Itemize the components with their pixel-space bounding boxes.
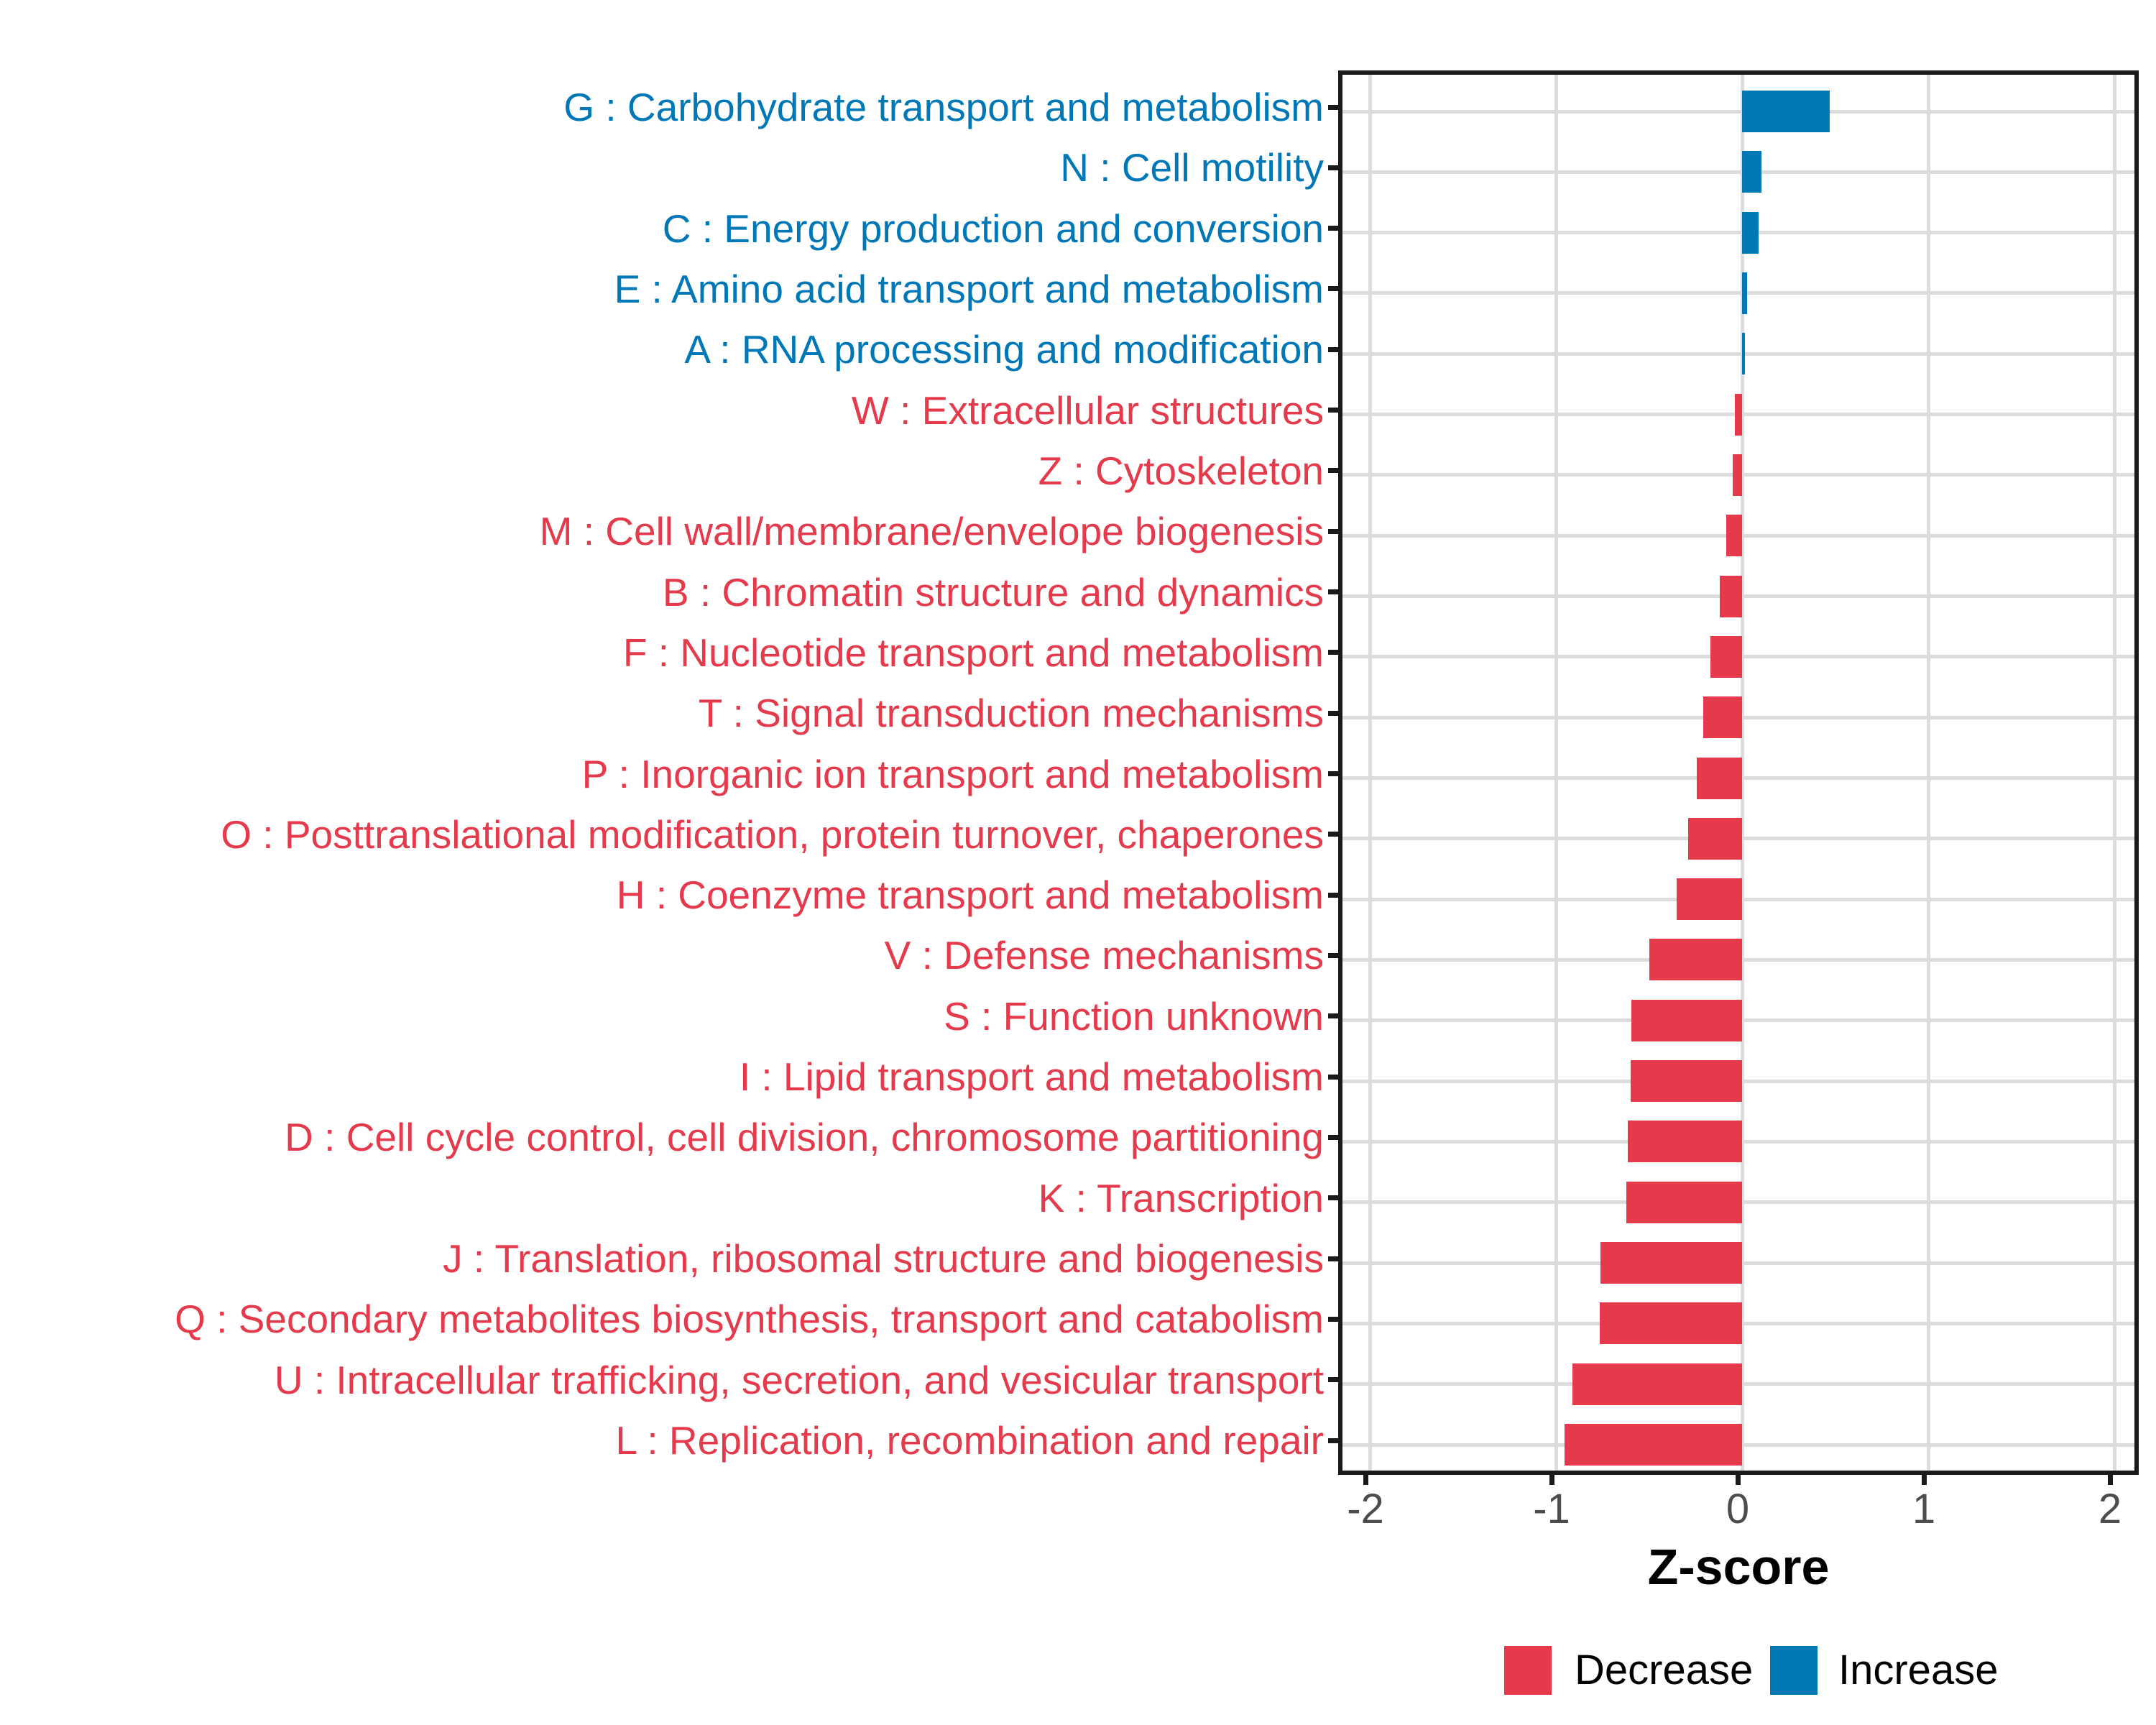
category-label-O: O : Posttranslational modification, protein turnover, chaperones (221, 811, 1324, 857)
bar-S (1631, 1000, 1742, 1041)
y-tick-P (1328, 771, 1338, 776)
y-tick-V (1328, 953, 1338, 958)
x-tick-label--2: -2 (1347, 1486, 1384, 1532)
gridline-row-E (1342, 291, 2134, 295)
y-tick-F (1328, 650, 1338, 655)
y-tick-G (1328, 105, 1338, 110)
gridline-row-A (1342, 352, 2134, 356)
category-label-Z: Z : Cytoskeleton (1038, 448, 1324, 493)
bar-J (1600, 1242, 1742, 1284)
category-label-N: N : Cell motility (1060, 145, 1324, 190)
category-label-J: J : Translation, ribosomal structure and biogenesis (443, 1236, 1324, 1282)
category-label-L: L : Replication, recombination and repair (615, 1418, 1324, 1463)
category-label-W: W : Extracellular structures (851, 387, 1324, 433)
y-tick-L (1328, 1438, 1338, 1443)
x-tick-2 (2108, 1475, 2113, 1485)
y-tick-Q (1328, 1317, 1338, 1322)
y-tick-K (1328, 1195, 1338, 1200)
legend-key-increase-swatch (1770, 1646, 1818, 1695)
y-tick-Z (1328, 468, 1338, 473)
bar-F (1710, 636, 1742, 678)
category-label-B: B : Chromatin structure and dynamics (662, 569, 1324, 615)
gridline-x--2 (1368, 75, 1372, 1471)
x-tick-label-0: 0 (1726, 1486, 1750, 1532)
x-tick-0 (1736, 1475, 1741, 1485)
category-label-M: M : Cell wall/membrane/envelope biogenesis (539, 509, 1324, 554)
y-tick-I (1328, 1075, 1338, 1080)
category-label-C: C : Energy production and conversion (662, 206, 1324, 251)
category-label-T: T : Signal transduction mechanisms (698, 691, 1324, 736)
y-tick-T (1328, 711, 1338, 716)
gridline-row-C (1342, 231, 2134, 234)
x-tick--2 (1363, 1475, 1368, 1485)
category-label-D: D : Cell cycle control, cell division, chromosome partitioning (285, 1115, 1324, 1160)
bar-E (1742, 272, 1747, 314)
y-tick-C (1328, 226, 1338, 231)
x-tick-1 (1922, 1475, 1927, 1485)
legend-key-decrease-swatch (1504, 1646, 1552, 1695)
category-label-V: V : Defense mechanisms (884, 933, 1324, 978)
plot-panel (1338, 70, 2139, 1475)
y-tick-S (1328, 1013, 1338, 1018)
legend-label-increase: Increase (1838, 1647, 1999, 1693)
x-tick--1 (1549, 1475, 1554, 1485)
category-label-F: F : Nucleotide transport and metabolism (622, 630, 1324, 675)
bar-T (1703, 696, 1742, 738)
category-label-G: G : Carbohydrate transport and metabolism (563, 85, 1324, 129)
category-label-H: H : Coenzyme transport and metabolism (616, 873, 1324, 918)
gridline-row-N (1342, 170, 2134, 174)
category-label-K: K : Transcription (1038, 1175, 1324, 1220)
bar-M (1726, 515, 1742, 556)
x-tick-label--1: -1 (1533, 1486, 1570, 1532)
x-tick-label-1: 1 (1912, 1486, 1936, 1532)
bar-O (1688, 818, 1742, 860)
y-tick-N (1328, 165, 1338, 170)
bar-U (1572, 1363, 1742, 1405)
gridline-x-2 (2113, 75, 2116, 1471)
y-tick-J (1328, 1256, 1338, 1261)
y-tick-D (1328, 1135, 1338, 1140)
gridline-x--1 (1554, 75, 1558, 1471)
bar-I (1631, 1060, 1742, 1102)
bar-H (1677, 878, 1742, 920)
bar-W (1735, 394, 1742, 436)
y-tick-A (1328, 347, 1338, 352)
category-label-S: S : Function unknown (944, 993, 1324, 1039)
bar-G (1742, 91, 1830, 132)
bar-N (1742, 151, 1761, 193)
x-tick-label-2: 2 (2098, 1486, 2122, 1532)
bar-C (1742, 212, 1759, 254)
bar-A (1742, 333, 1745, 374)
bar-K (1626, 1182, 1742, 1223)
x-axis-title: Z-score (1647, 1539, 1830, 1595)
y-tick-M (1328, 529, 1338, 534)
bar-Z (1733, 454, 1742, 496)
category-label-I: I : Lipid transport and metabolism (739, 1054, 1324, 1100)
category-label-Q: Q : Secondary metabolites biosynthesis, transport and catabolism (175, 1297, 1324, 1342)
legend-label-decrease: Decrease (1575, 1647, 1754, 1693)
gridline-row-G (1342, 110, 2134, 114)
category-label-P: P : Inorganic ion transport and metabolism (581, 751, 1324, 796)
category-label-E: E : Amino acid transport and metabolism (614, 266, 1324, 311)
y-tick-E (1328, 286, 1338, 291)
y-tick-B (1328, 589, 1338, 594)
y-tick-U (1328, 1377, 1338, 1382)
category-label-A: A : RNA processing and modification (684, 327, 1324, 372)
bar-V (1649, 939, 1743, 980)
y-tick-H (1328, 893, 1338, 898)
y-tick-O (1328, 832, 1338, 837)
y-tick-W (1328, 408, 1338, 413)
category-label-U: U : Intracellular trafficking, secretion, and vesicular transport (274, 1357, 1324, 1402)
bar-P (1697, 758, 1742, 799)
bar-B (1720, 576, 1742, 617)
bar-Q (1600, 1302, 1742, 1344)
bar-D (1628, 1121, 1742, 1162)
bar-L (1565, 1424, 1742, 1466)
gridline-x-1 (1927, 75, 1930, 1471)
